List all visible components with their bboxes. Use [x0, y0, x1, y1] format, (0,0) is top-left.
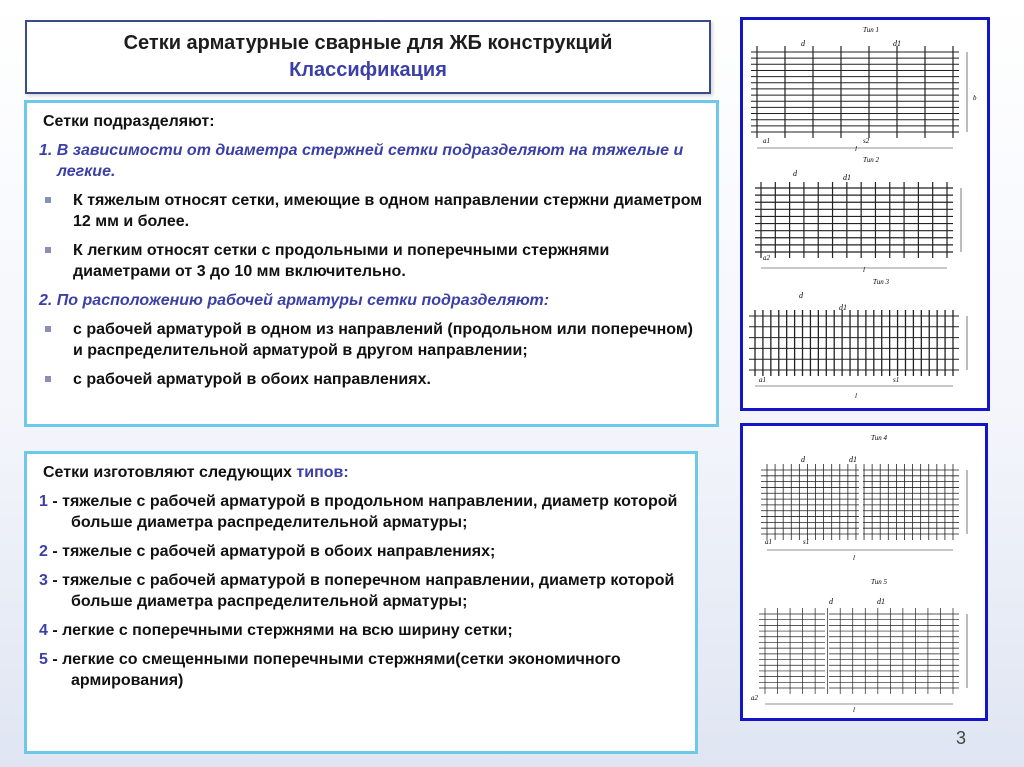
label-l: l	[853, 554, 855, 562]
label-l: l	[853, 706, 855, 714]
type-number: 5	[39, 651, 48, 668]
type-number: 1	[39, 493, 48, 510]
bullet-marker	[45, 326, 51, 332]
type-number: 2	[39, 543, 48, 560]
point-1: 1. В зависимости от диаметра стержней сетки подразделяют на тяжелые и легкие.	[39, 142, 684, 180]
label-l: l	[863, 266, 865, 274]
type-text: - легкие со смещенными поперечными стержнями(сетки экономичного армирования)	[47, 651, 621, 689]
type-text: - тяжелые с рабочей арматурой в продольном направлении, диаметр которой больше диаметра распределительной арматуры;	[47, 493, 678, 531]
point-2: 2. По расположению рабочей арматуры сетки подразделяют:	[39, 292, 550, 309]
label-d1: d1	[877, 597, 885, 606]
bullet-text: К тяжелым относят сетки, имеющие в одном направлении стержни диаметром 12 мм и более.	[73, 192, 703, 230]
mesh-type-5	[759, 608, 967, 704]
bullet-one-direction	[39, 319, 706, 361]
label-d1: d1	[893, 39, 901, 48]
bullet-text: с рабочей арматурой в одном из направлений (продольном или поперечном) и распределительной арматурой в другом направлении;	[73, 321, 693, 359]
type-text: - тяжелые с рабочей арматурой в поперечном направлении, диаметр которой больше диаметра распределительной арматуры;	[47, 572, 675, 610]
type-number: 4	[39, 622, 48, 639]
mesh-type-1	[751, 46, 967, 148]
mesh-diagrams-panel-1	[740, 17, 990, 411]
mesh-type-4	[761, 464, 967, 550]
type-1-label: Тип 1	[863, 26, 879, 34]
bullet-light	[39, 240, 706, 282]
label-s1: s1	[893, 376, 900, 384]
type-5-label: Тип 5	[871, 578, 887, 586]
bullet-marker	[45, 197, 51, 203]
page-number: 3	[955, 728, 966, 748]
type-item-3	[39, 570, 685, 612]
label-d: d	[799, 291, 803, 300]
label-d1: d1	[843, 173, 851, 182]
label-a2: a2	[763, 254, 770, 262]
box2-heading	[43, 462, 685, 483]
type-text: - тяжелые с рабочей арматурой в обоих направлениях;	[47, 543, 496, 560]
bullet-both-directions	[39, 369, 706, 390]
label-a1: a1	[759, 376, 766, 384]
classification-box	[24, 100, 719, 427]
label-d1: d1	[839, 303, 847, 312]
type-2-label: Тип 2	[863, 156, 879, 164]
label-l: l	[855, 392, 857, 400]
type-text: - легкие с поперечными стержнями на всю ширину сетки;	[47, 622, 513, 639]
type-3-label: Тип 3	[873, 278, 889, 286]
type-item-5	[39, 649, 685, 691]
mesh-diagrams-svg-1	[743, 20, 987, 408]
label-d: d	[829, 597, 833, 606]
mesh-diagrams-svg-2	[743, 426, 985, 718]
mesh-diagrams-panel-2	[740, 423, 988, 721]
bullet-marker	[45, 247, 51, 253]
box2-heading-word: типов:	[296, 464, 349, 481]
type-number: 3	[39, 572, 48, 589]
mesh-type-3	[749, 310, 967, 386]
type-4-label: Тип 4	[871, 434, 887, 442]
bullet-heavy	[39, 190, 706, 232]
box1-heading: Сетки подразделяют:	[43, 113, 215, 130]
label-d: d	[793, 169, 797, 178]
label-d: d	[801, 39, 805, 48]
label-a2: a2	[751, 694, 758, 702]
label-l: l	[855, 145, 857, 153]
label-b: b	[973, 94, 977, 102]
label-d1: d1	[849, 455, 857, 464]
type-item-2	[39, 541, 685, 562]
label-a1: a1	[763, 137, 770, 145]
bullet-text: К легким относят сетки с продольными и поперечными стержнями диаметрами от 3 до 10 мм включительно.	[73, 242, 610, 280]
types-box	[24, 451, 698, 754]
title-box	[25, 20, 711, 94]
bullet-marker	[45, 376, 51, 382]
label-d: d	[801, 455, 805, 464]
label-s1: s1	[803, 538, 810, 546]
slide-title: Сетки арматурные сварные для ЖБ конструкций	[123, 32, 613, 54]
type-item-4	[39, 620, 685, 641]
label-a1: a1	[765, 538, 772, 546]
mesh-type-2	[755, 182, 961, 268]
bullet-text: с рабочей арматурой в обоих направлениях.	[73, 371, 431, 388]
label-s2: s2	[863, 137, 870, 145]
box2-heading-text: Сетки изготовляют следующих	[43, 464, 297, 481]
slide-subtitle: Классификация	[289, 59, 447, 81]
type-item-1	[39, 491, 685, 533]
